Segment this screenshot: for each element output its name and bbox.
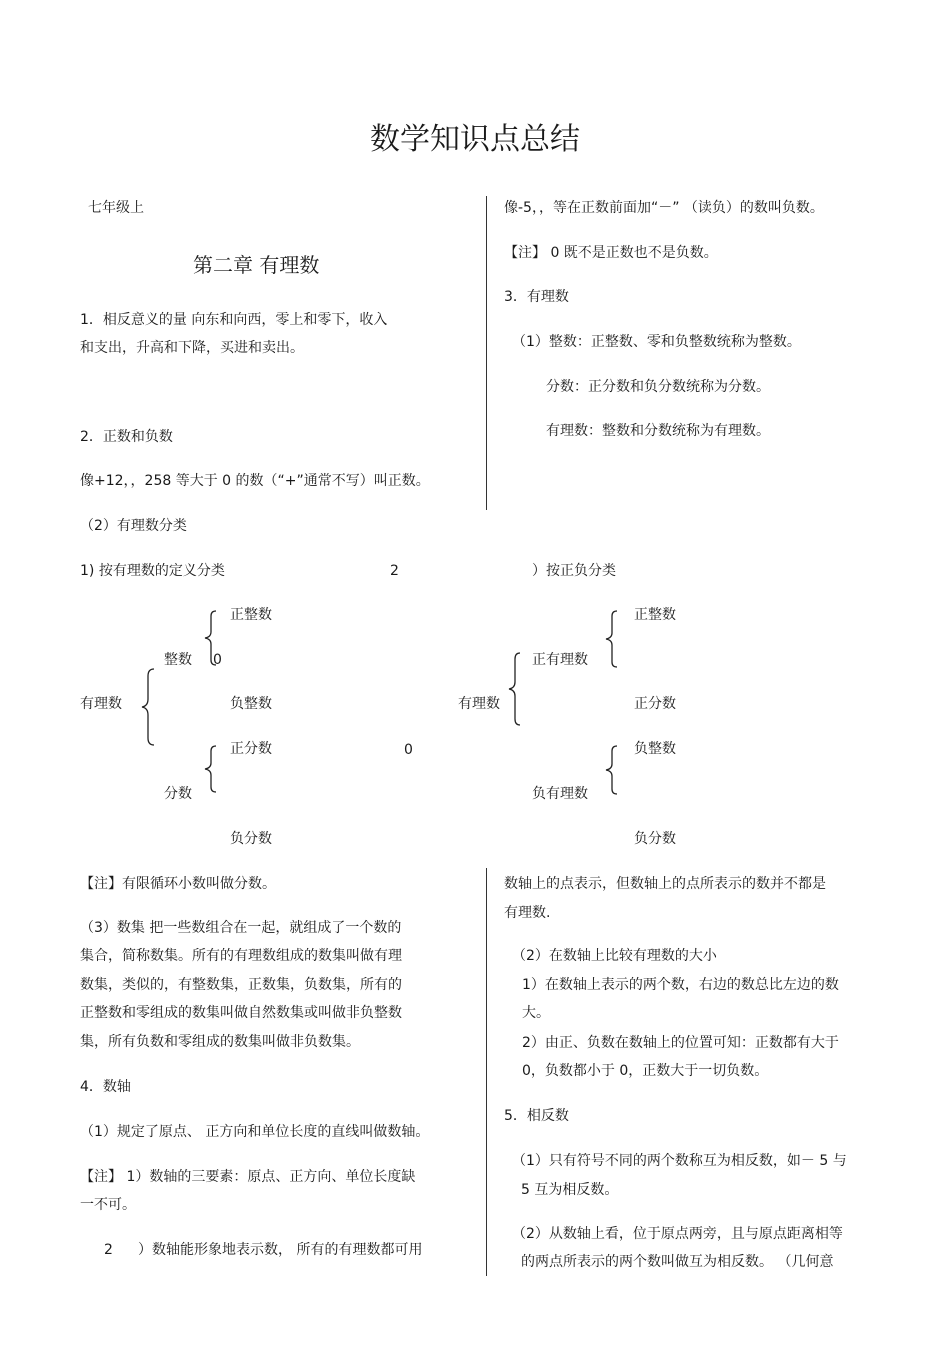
section1-line1: 1．相反意义的量 向东和向西，零上和零下，收入 xyxy=(80,312,388,328)
axis-note2-number: 2 xyxy=(104,1242,113,1258)
def-tree-fraction: 分数 xyxy=(164,786,192,802)
number-line-def: （1）规定了原点、 正方向和单位长度的直线叫做数轴。 xyxy=(80,1124,430,1140)
number-set-line5: 集，所有负数和零组成的数集叫做非负数集。 xyxy=(80,1034,360,1050)
sign-tree-negative-integer: 负整数 xyxy=(634,741,676,757)
fraction-def: 分数：正分数和负分数统称为分数。 xyxy=(546,379,770,395)
opposite2-line1: （2）从数轴上看，位于原点两旁，且与原点距离相等 xyxy=(512,1226,843,1242)
def-root-brace xyxy=(140,668,160,746)
zero-note: 【注】 0 既不是正数也不是负数。 xyxy=(504,245,718,261)
classification-heading: （2）有理数分类 xyxy=(80,518,187,534)
def-tree-negative-integer: 负整数 xyxy=(230,696,272,712)
section2-heading: 2．正数和负数 xyxy=(80,429,173,445)
def-tree-integer: 整数 xyxy=(164,652,192,668)
compare1-line1: 1）在数轴上表示的两个数，右边的数总比左边的数 xyxy=(522,977,839,993)
chapter-heading: 第二章 有理数 xyxy=(193,253,320,277)
section5-heading: 5．相反数 xyxy=(504,1108,569,1124)
page-title: 数学知识点总结 xyxy=(370,122,580,157)
def-integer-brace xyxy=(203,610,221,666)
negative-number-def: 像-5，，等在正数前面加“－” （读负）的数叫负数。 xyxy=(504,200,824,216)
section1-line2: 和支出，升高和下降，买进和卖出。 xyxy=(80,340,304,356)
axis-note-line1: 【注】 1）数轴的三要素：原点、正方向、单位长度缺 xyxy=(80,1169,416,1185)
sign-tree-positive-fraction: 正分数 xyxy=(634,696,676,712)
number-set-line3: 数集，类似的，有整数集，正数集，负数集，所有的 xyxy=(80,977,402,993)
def-tree-negative-fraction: 负分数 xyxy=(230,831,272,847)
def-fraction-brace xyxy=(203,745,221,793)
sign-root-brace xyxy=(507,652,525,726)
def-tree-positive-fraction: 正分数 xyxy=(230,741,272,757)
sign-positive-brace xyxy=(604,610,622,668)
def-tree-root: 有理数 xyxy=(80,696,122,712)
column-divider-bottom xyxy=(486,868,487,1276)
axis-note-line2: 一不可。 xyxy=(80,1197,136,1213)
sign-tree-root: 有理数 xyxy=(458,696,500,712)
number-set-line4: 正整数和零组成的数集叫做自然数集或叫做非负整数 xyxy=(80,1005,402,1021)
opposite1-line1: （1）只有符号不同的两个数称互为相反数，如－ 5 与 xyxy=(512,1153,847,1169)
finite-decimal-note: 【注】有限循环小数叫做分数。 xyxy=(80,876,276,892)
section2-line1: 像+12，，258 等大于 0 的数（“+”通常不写）叫正数。 xyxy=(80,473,430,489)
def-tree-positive-integer: 正整数 xyxy=(230,607,272,623)
grade-label: 七年级上 xyxy=(88,200,144,216)
number-set-line2: 集合，简称数集。所有的有理数组成的数集叫做有理 xyxy=(80,948,402,964)
compare1-line2: 大。 xyxy=(522,1005,550,1021)
axis-cont-line1: 数轴上的点表示，但数轴上的点所表示的数并不都是 xyxy=(504,876,826,892)
axis-note2-text: ）数轴能形象地表示数， 所有的有理数都可用 xyxy=(138,1242,423,1258)
sign-tree-negative-rational: 负有理数 xyxy=(532,786,588,802)
by-sign-label: ）按正负分类 xyxy=(532,563,616,579)
integer-def: （1）整数：正整数、零和负整数统称为整数。 xyxy=(512,334,801,350)
compare2-line2: 0，负数都小于 0，正数大于一切负数。 xyxy=(522,1063,769,1079)
compare-heading: （2）在数轴上比较有理数的大小 xyxy=(512,948,717,964)
sign-negative-brace xyxy=(604,745,622,795)
compare2-line1: 2）由正、负数在数轴上的位置可知：正数都有大于 xyxy=(522,1035,839,1051)
sign-tree-positive-rational: 正有理数 xyxy=(532,652,588,668)
rational-def: 有理数：整数和分数统称为有理数。 xyxy=(546,423,770,439)
by-definition-label: 1) 按有理数的定义分类 xyxy=(80,563,225,579)
axis-cont-line2: 有理数. xyxy=(504,905,551,921)
item-number-2: 2 xyxy=(390,563,399,579)
sign-tree-negative-fraction: 负分数 xyxy=(634,831,676,847)
middle-zero: 0 xyxy=(404,742,413,758)
sign-tree-positive-integer: 正整数 xyxy=(634,607,676,623)
def-tree-zero: 0 xyxy=(213,652,222,668)
section4-heading: 4．数轴 xyxy=(80,1079,131,1095)
opposite2-line2: 的两点所表示的两个数叫做互为相反数。 （几何意 xyxy=(521,1254,834,1270)
section3-heading: 3．有理数 xyxy=(504,289,569,305)
number-set-line1: （3）数集 把一些数组合在一起，就组成了一个数的 xyxy=(80,920,402,936)
opposite1-line2: 5 互为相反数。 xyxy=(521,1182,619,1198)
column-divider-top xyxy=(486,196,487,510)
